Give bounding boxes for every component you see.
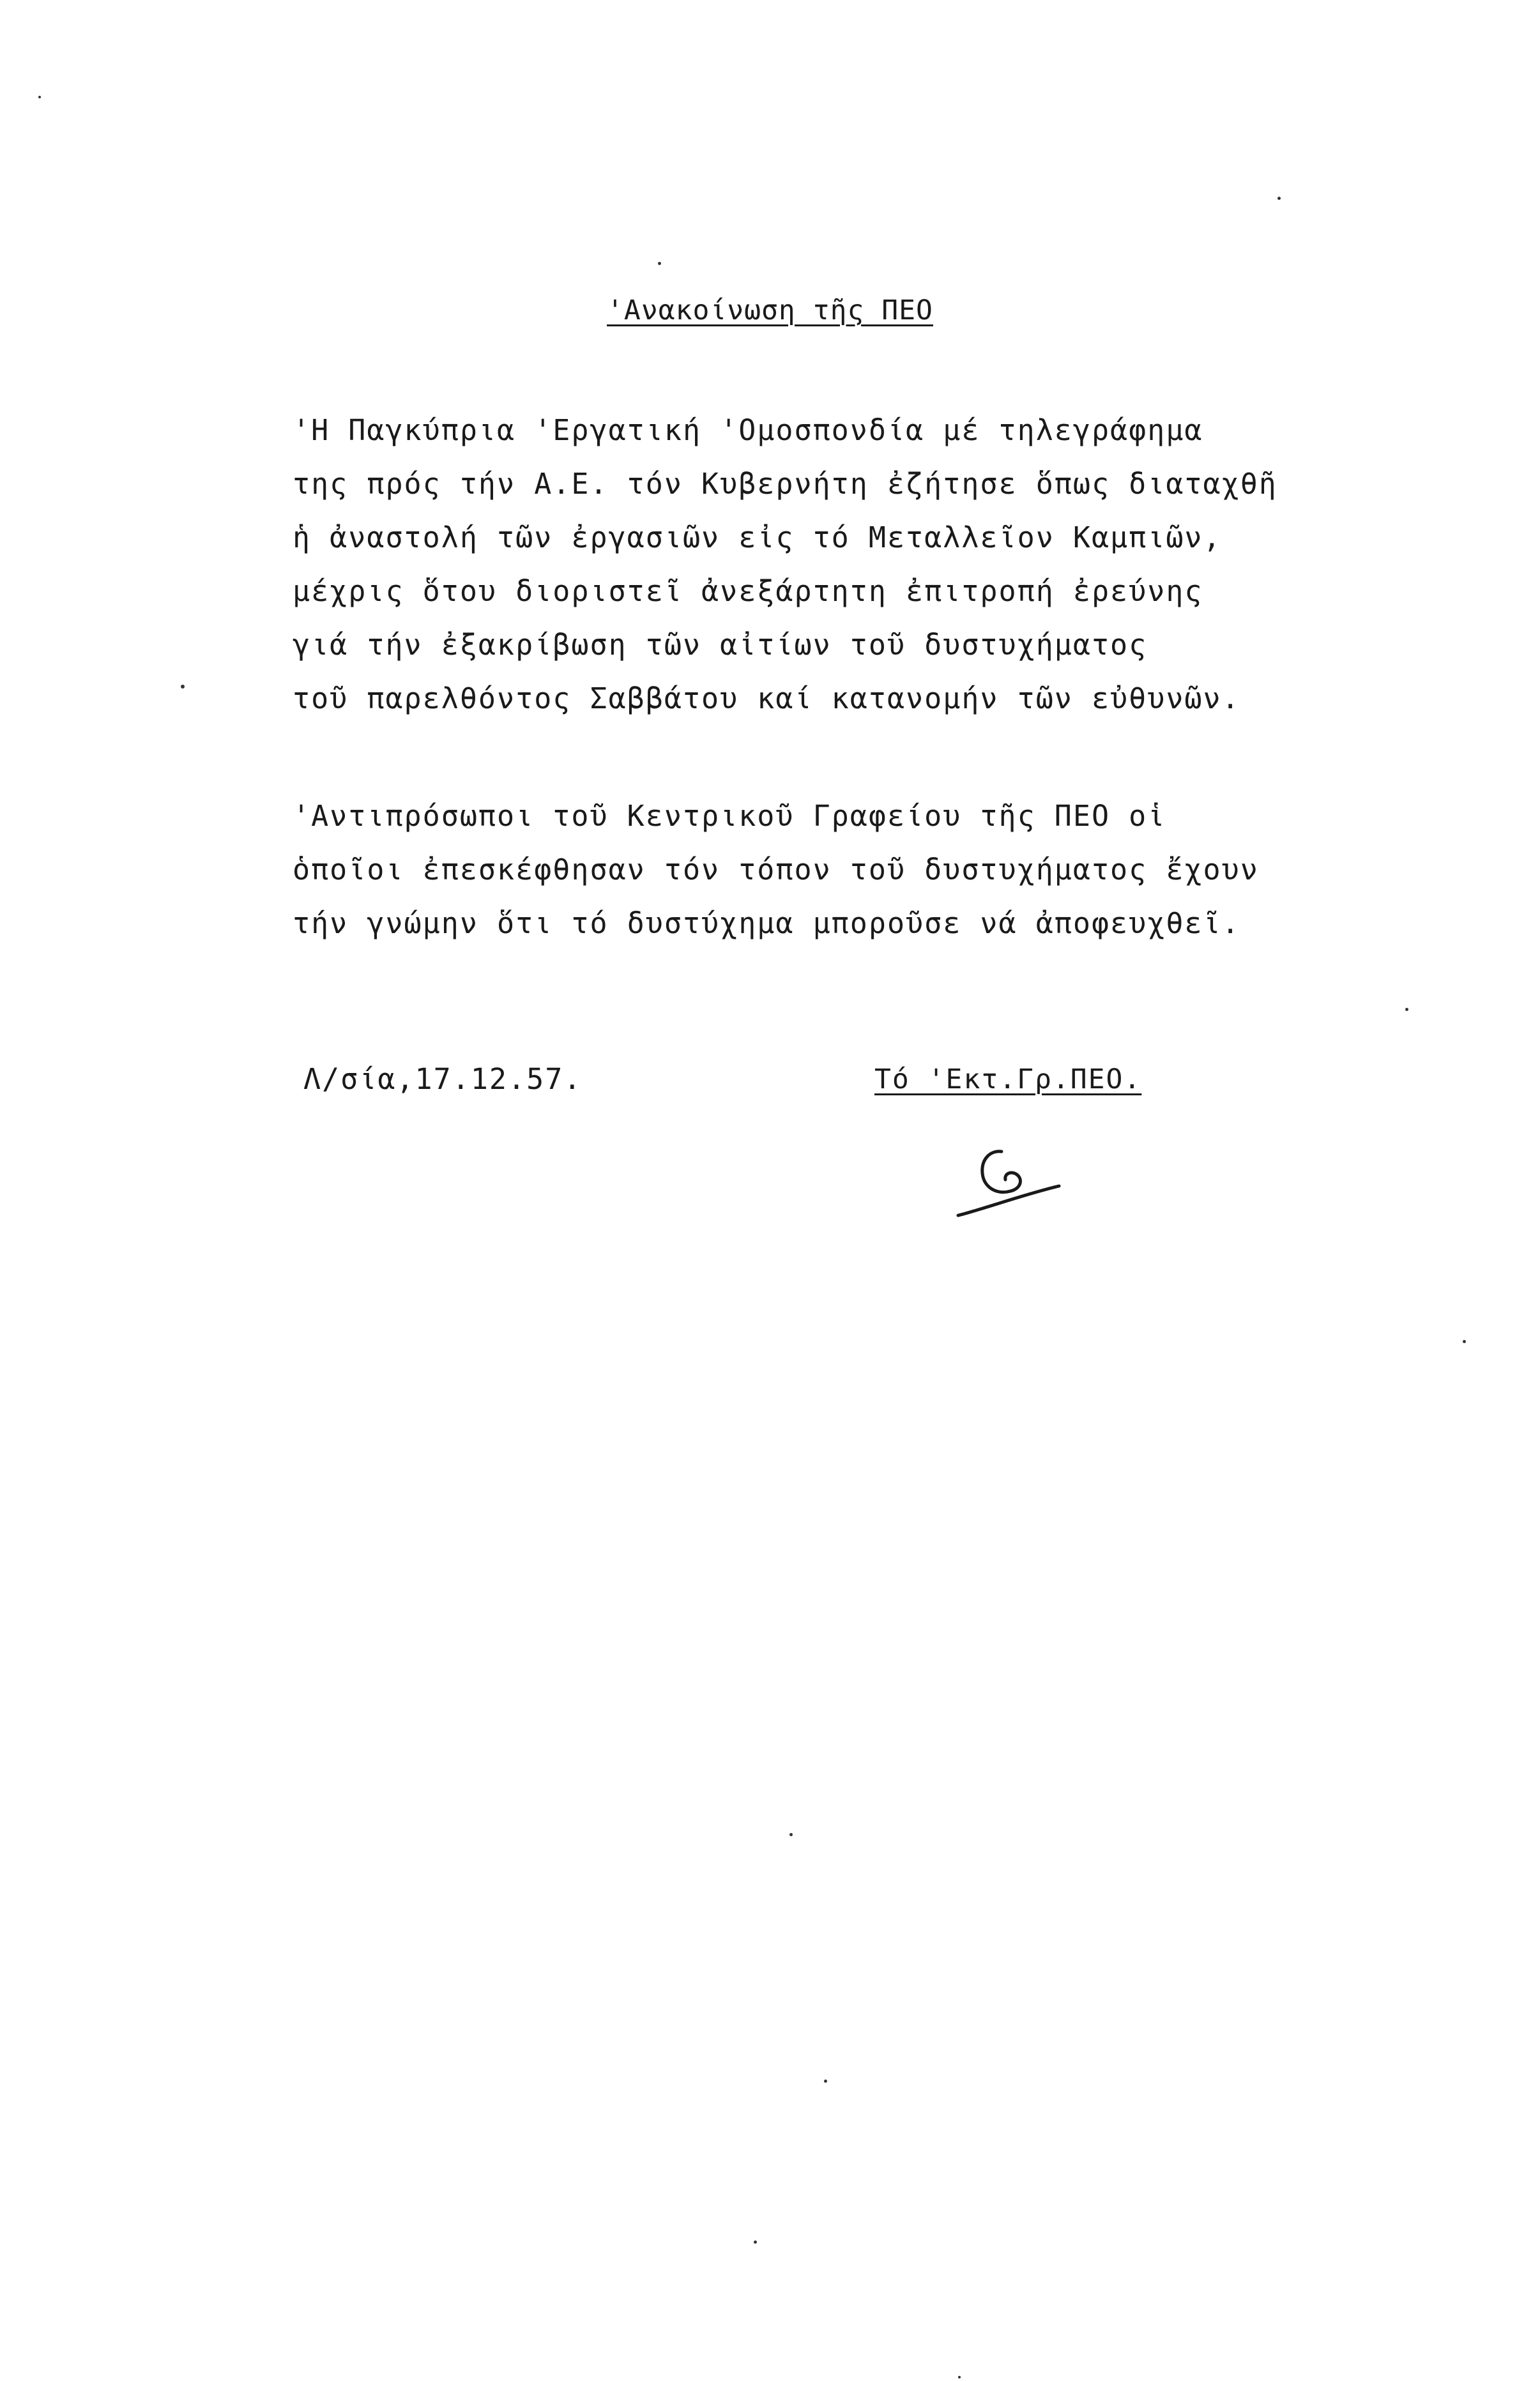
scan-speck: [1277, 197, 1281, 200]
paragraph-line: γιά τήν ἐξακρίβωση τῶν αἰτίων τοῦ δυστυχήματος: [293, 628, 1148, 662]
scan-speck: [1463, 1340, 1466, 1343]
paragraph-line: τήν γνώμην ὅτι τό δυστύχημα μποροῦσε νά ἀποφευχθεῖ.: [293, 906, 1240, 940]
scan-speck: [958, 2376, 961, 2378]
document-title: [0, 291, 1540, 330]
paragraph-line: τοῦ παρελθόντος Σαββάτου καί κατανομήν τῶν εὐθυνῶν.: [293, 681, 1240, 715]
scan-speck: [754, 2240, 757, 2244]
scan-speck: [789, 1833, 793, 1836]
scan-speck: [1405, 1008, 1408, 1011]
paragraph-line: της πρός τήν Α.Ε. τόν Κυβερνήτη ἐζήτησε ὅπως διαταχθῆ: [293, 467, 1277, 501]
paragraph-line: μέχρις ὅτου διοριστεῖ ἀνεξάρτητη ἐπιτροπή ἐρεύνης: [293, 574, 1203, 608]
scan-speck: [658, 262, 661, 265]
scan-speck: [38, 96, 41, 98]
handwritten-signature-icon: [952, 1134, 1067, 1229]
paragraph-line: 'Η Παγκύπρια 'Εργατική 'Ομοσπονδία μέ τηλεγράφημα: [293, 413, 1203, 447]
paragraph-2: [293, 789, 1378, 950]
signature-line: Τό 'Εκτ.Γρ.ΠΕΟ.: [874, 1063, 1142, 1095]
paragraph-line: ὁποῖοι ἐπεσκέφθησαν τόν τόπον τοῦ δυστυχήματος ἔχουν: [293, 853, 1259, 886]
paragraph-1: [293, 404, 1378, 726]
scan-speck: [181, 685, 185, 688]
document-title-text: 'Ανακοίνωση τῆς ΠΕΟ: [607, 294, 933, 326]
paragraph-line: 'Αντιπρόσωποι τοῦ Κεντρικοῦ Γραφείου τῆς ΠΕΟ οἱ: [293, 799, 1166, 833]
document-date: Λ/σία,17.12.57.: [303, 1062, 583, 1096]
paragraph-line: ἡ ἀναστολή τῶν ἐργασιῶν εἰς τό Μεταλλεῖον Καμπιῶν,: [293, 521, 1222, 554]
scan-speck: [824, 2080, 827, 2083]
